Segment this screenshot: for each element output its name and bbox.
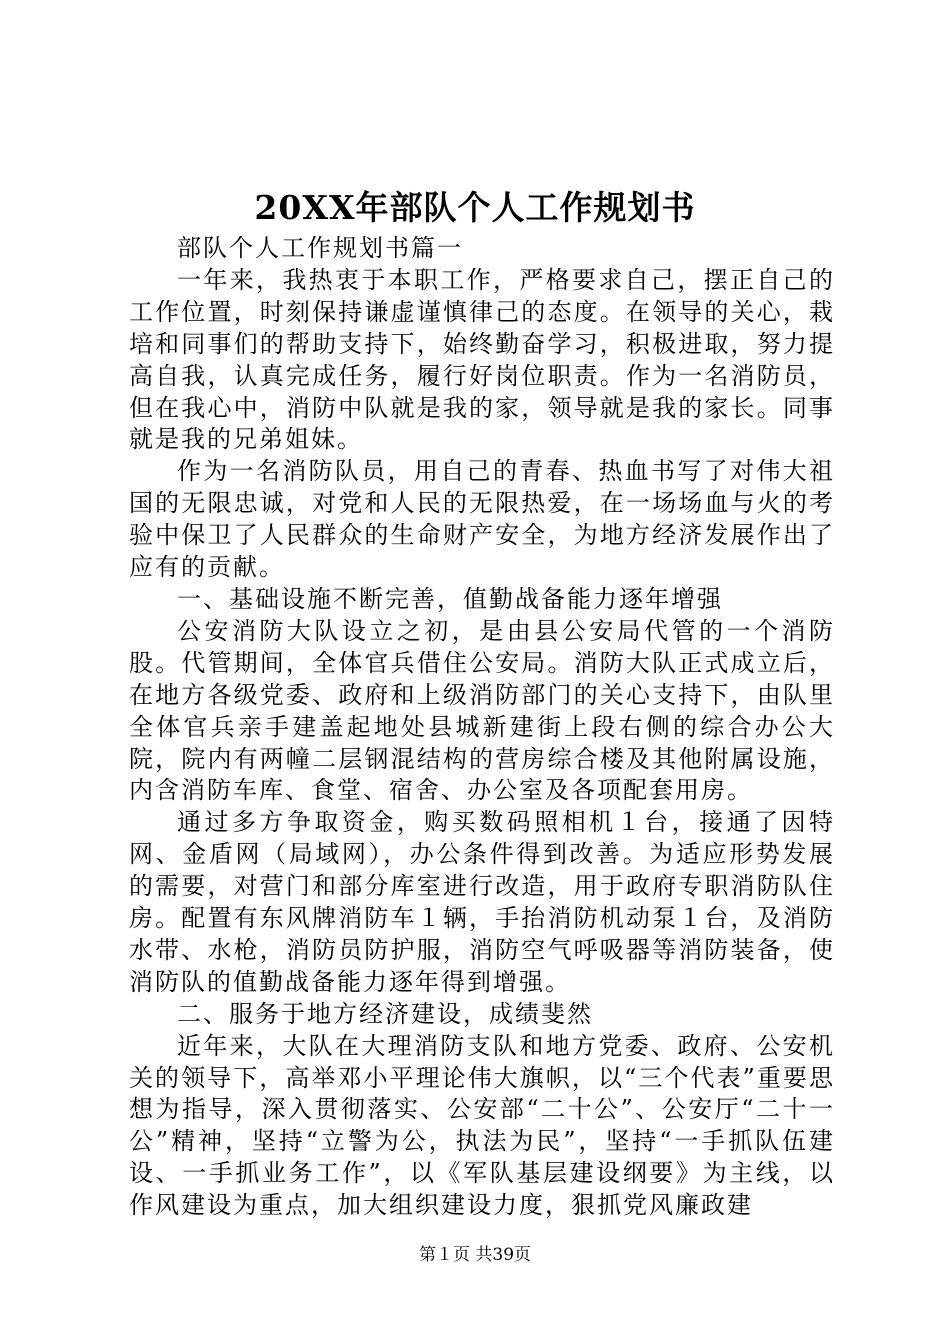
paragraph-heading: 二、服务于地方经济建设，成绩斐然 xyxy=(177,999,593,1028)
page-number-footer: 第１页 共39页 xyxy=(418,1245,532,1265)
paragraph: 作为一名消防队员，用自己的青春、热血书写了对伟大祖国的无限忠诚，对党和人民的无限热爱，在一场场血与火的考验中保卫了人民群众的生命财产安全，为地方经济发展作出了应有的贡献。 xyxy=(129,457,835,582)
paragraph-section-heading: 部队个人工作规划书篇一 xyxy=(177,234,463,262)
paragraph: 公安消防大队设立之初，是由县公安局代管的一个消防股。代管期间，全体官兵借住公安局。消防大队正式成立后，在地方各级党委、政府和上级消防部门的关心支持下，由队里全体官兵亲手建盖起地处县城新建街上段右侧的综合办公大院，院内有两幢二层钢混结构的营房综合楼及其他附属设施，内含消防车库、食堂、宿舍、办公室及各项配套用房。 xyxy=(129,616,835,805)
paragraph: 一年来，我热衷于本职工作，严格要求自己，摆正自己的工作位置，时刻保持谦虚谨慎律己的态度。在领导的关心，栽培和同事们的帮助支持下，始终勤奋学习，积极进取，努力提高自我，认真完成任务，履行好岗位职责。作为一名消防员，但在我心中，消防中队就是我的家，领导就是我的家长。同事就是我的兄弟姐妹。 xyxy=(129,265,835,454)
paragraph: 通过多方争取资金，购买数码照相机１台，接通了因特网、金盾网（局域网），办公条件得到改善。为适应形势发展的需要，对营门和部分库室进行改造，用于政府专职消防队住房。配置有东风牌消防车１辆，手抬消防机动泵１台，及消防水带、水枪，消防员防护服，消防空气呼吸器等消防装备，使消防队的值勤战备能力逐年得到增强。 xyxy=(129,808,835,996)
document-body xyxy=(129,233,835,1222)
paragraph: 近年来，大队在大理消防支队和地方党委、政府、公安机关的领导下，高举邓小平理论伟大旗帜，以“三个代表”重要思想为指导，深入贯彻落实、公安部“二十公”、公安厅“二十一公”精神，坚持“立警为公，执法为民”，坚持“一手抓队伍建设、一手抓业务工作”，以《军队基层建设纲要》为主线，以作风建设为重点，加大组织建设力度，狠抓党风廉政建 xyxy=(129,1031,835,1220)
document-title: 20XX年部队个人工作规划书 xyxy=(254,188,696,227)
paragraph-heading: 一、基础设施不断完善，值勤战备能力逐年增强 xyxy=(177,584,723,613)
